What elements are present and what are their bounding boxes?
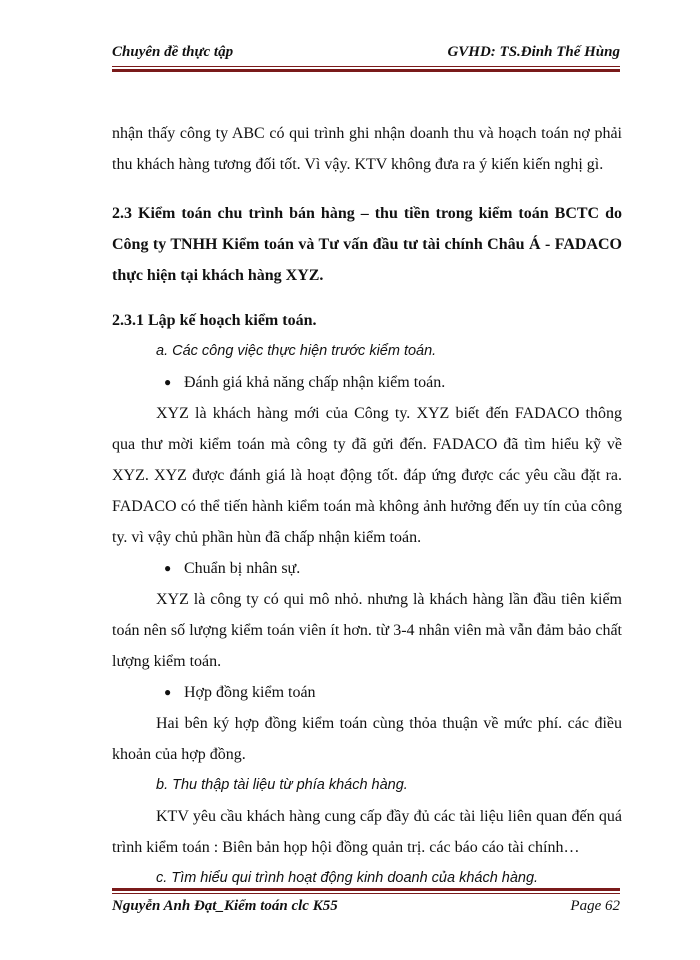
header-course-title: Chuyên đề thực tập <box>112 44 234 60</box>
item-c-heading: c. Tìm hiểu qui trình hoạt động kinh doanh của khách hàng. <box>156 870 539 886</box>
bullet-icon: ● <box>164 375 172 389</box>
paragraph-1: XYZ là khách hàng mới của Công ty. XYZ biết đến FADACO thông qua thư mời kiểm toán mà công ty đã gửi đến. FADACO đã tìm hiểu kỹ về XYZ. XYZ được đánh giá là hoạt động tốt. đáp ứng được các yêu cầu đặt ra. FADACO có thể tiến hành kiểm toán mà không ảnh hưởng đến uy tín của công ty. vì vậy chủ phần hùn đã chấp nhận kiểm toán. <box>112 405 622 546</box>
item-b-heading: b. Thu thập tài liệu từ phía khách hàng. <box>156 777 408 793</box>
paragraph-3: Hai bên ký hợp đồng kiểm toán cùng thỏa thuận về mức phí. các điều khoản của hợp đồng. <box>112 715 622 763</box>
bullet-text: Đánh giá khả năng chấp nhận kiểm toán. <box>184 374 446 391</box>
header-rule <box>112 66 620 72</box>
paragraph-4: KTV yêu cầu khách hàng cung cấp đầy đủ các tài liệu liên quan đến quá trình kiểm toán : Biên bản họp hội đồng quản trị. các báo cáo tài chính… <box>112 808 622 856</box>
footer-author: Nguyễn Anh Đạt_Kiểm toán clc K55 <box>112 898 338 914</box>
bullet-icon: ● <box>164 685 172 699</box>
section-heading-2-3: 2.3 Kiểm toán chu trình bán hàng – thu tiền trong kiểm toán BCTC do Công ty TNHH Kiểm toán và Tư vấn đầu tư tài chính Châu Á - FADACO thực hiện tại khách hàng XYZ. <box>112 205 622 284</box>
page-body <box>112 118 622 894</box>
item-a-heading: a. Các công việc thực hiện trước kiểm toán. <box>156 343 437 359</box>
bullet-text: Chuẩn bị nhân sự. <box>184 560 301 577</box>
bullet-icon: ● <box>164 561 172 575</box>
page-header <box>112 40 620 66</box>
bullet-item-1 <box>112 367 622 398</box>
footer-page-number: Page 62 <box>570 898 620 914</box>
bullet-text: Hợp đồng kiểm toán <box>184 684 316 701</box>
section-heading-2-3-1: 2.3.1 Lập kế hoạch kiểm toán. <box>112 312 317 329</box>
paragraph-intro: nhận thấy công ty ABC có qui trình ghi nhận doanh thu và hoạch toán nợ phải thu khách hàng tương đối tốt. Vì vậy. KTV không đưa ra ý kiến kiến nghị gì. <box>112 125 622 173</box>
bullet-item-3 <box>112 677 622 708</box>
paragraph-2: XYZ là công ty có qui mô nhỏ. nhưng là khách hàng lần đầu tiên kiểm toán nên số lượng kiểm toán viên ít hơn. từ 3-4 nhân viên mà vẫn đảm bảo chất lượng kiểm toán. <box>112 591 622 670</box>
footer-rule <box>112 888 620 894</box>
header-supervisor: GVHD: TS.Đinh Thế Hùng <box>447 44 620 60</box>
bullet-item-2 <box>112 553 622 584</box>
